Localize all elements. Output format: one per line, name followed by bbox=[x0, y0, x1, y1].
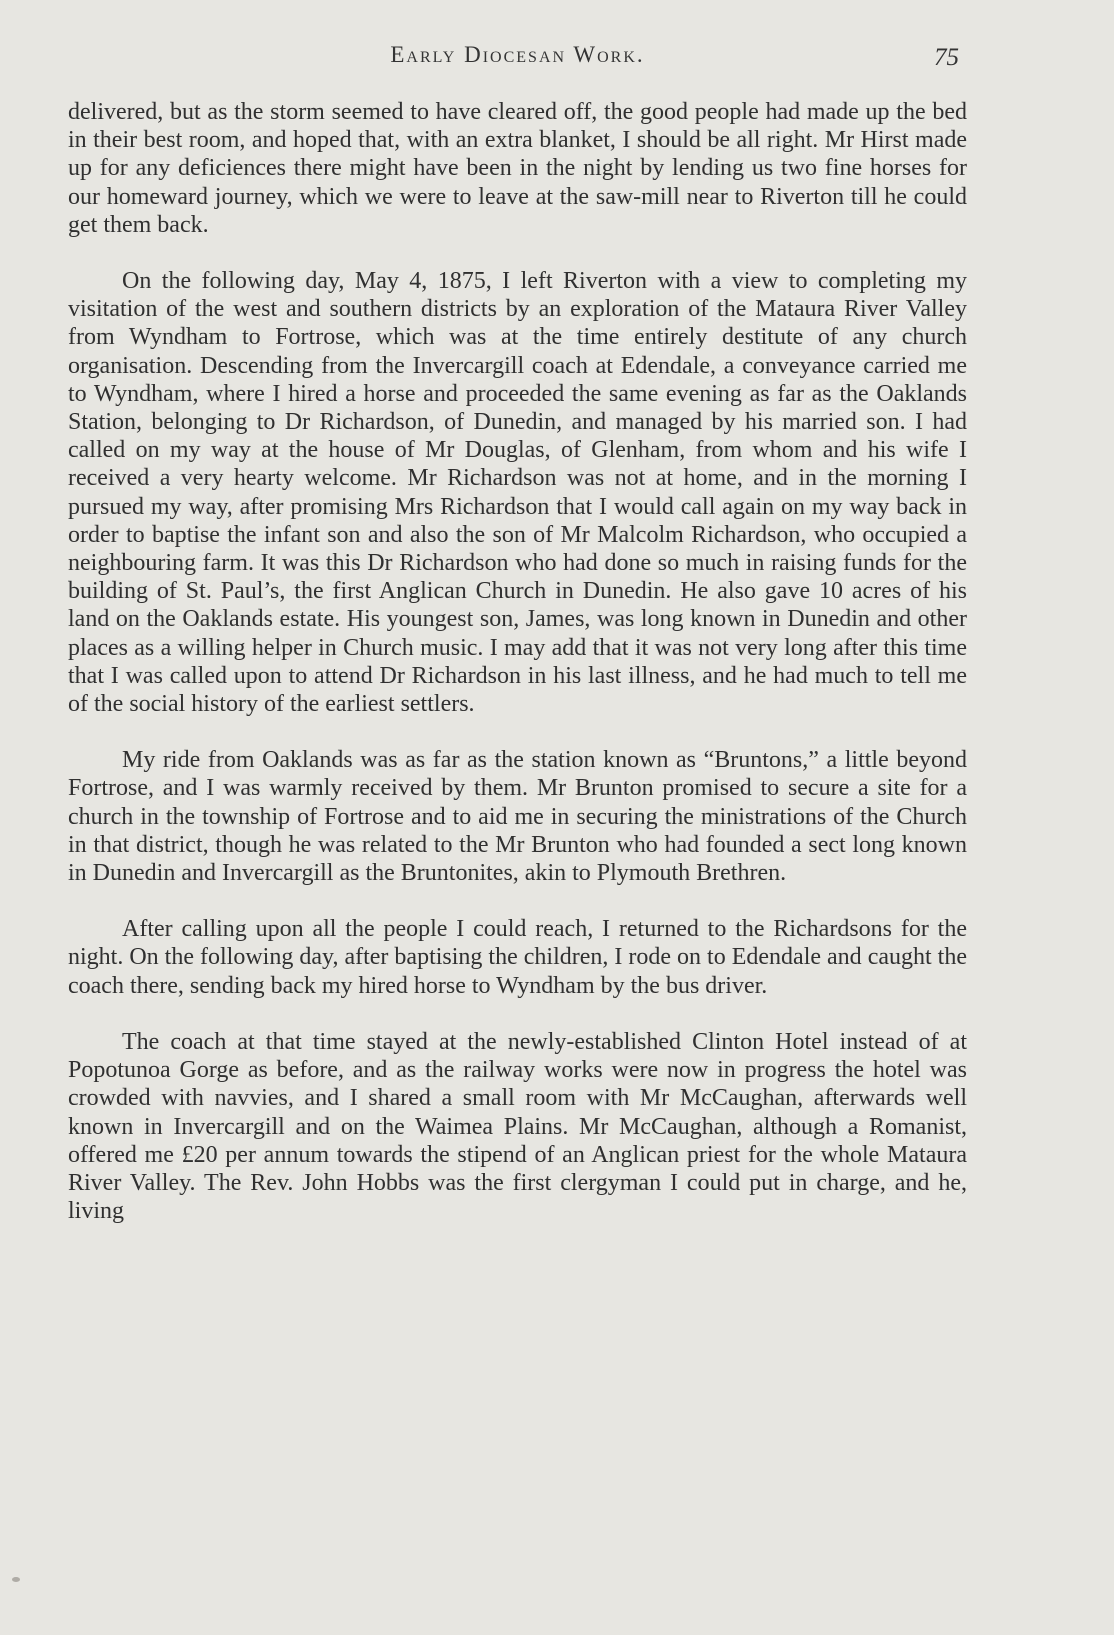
running-title: Early Diocesan Work. bbox=[390, 42, 645, 67]
paragraph-may-4-journey: On the following day, May 4, 1875, I left Riverton with a view to completing my visitation of the west and southern districts by an exploration of the Mataura River Valley from Wyndham to Fortrose, which was at the time entirely destitute of any church organisation. Descending from the Invercargill coach at Edendale, a conveyance carried me to Wyndham, where I hired a horse and proceeded the same evening as far as the Oaklands Station, belonging to Dr Richardson, of Dunedin, and managed by his married son. I had called on my way at the house of Mr Douglas, of Glenham, from whom and his wife I received a very hearty welcome. Mr Richardson was not at home, and in the morning I pursued my way, after promising Mrs Richardson that I would call again on my way back in order to baptise the infant son and also the son of Mr Malcolm Richardson, who occupied a neighbouring farm. It was this Dr Richardson who had done so much in raising funds for the building of St. Paul’s, the first Anglican Church in Dunedin. He also gave 10 acres of his land on the Oaklands estate. His youngest son, James, was long known in Dunedin and other places as a willing helper in Church music. I may add that it was not very long after this time that I was called upon to attend Dr Richardson in his last illness, and he had much to tell me of the social history of the earliest settlers. bbox=[68, 268, 967, 718]
paragraph-bruntons: My ride from Oaklands was as far as the station known as “Bruntons,” a little beyond Fortrose, and I was warmly received by them. Mr Brunton promised to secure a site for a church in the township of Fortrose and to aid me in securing the ministrations of the Church in that district, though he was related to the Mr Brunton who had founded a sect long known in Dunedin and Invercargill as the Bruntonites, akin to Plymouth Brethren. bbox=[68, 747, 967, 887]
paragraph-continuation: delivered, but as the storm seemed to have cleared off, the good people had made up the bed in their best room, and hoped that, with an extra blanket, I should be all right. Mr Hirst made up for any deficiences there might have been in the night by lending us two fine horses for our homeward journey, which we were to leave at the saw-mill near to Riverton till he could get them back. bbox=[68, 99, 967, 238]
body-text bbox=[68, 98, 967, 1253]
paragraph-return-to-richardsons: After calling upon all the people I could reach, I returned to the Richardsons for the night. On the following day, after baptising the children, I rode on to Edendale and caught the coach there, sending back my hired horse to Wyndham by the bus driver. bbox=[68, 916, 967, 999]
running-head bbox=[68, 42, 967, 76]
page-number: 75 bbox=[934, 44, 959, 71]
paragraph-clinton-hotel: The coach at that time stayed at the newly-established Clinton Hotel instead of at Popotunoa Gorge as before, and as the railway works were now in progress the hotel was crowded with navvies, and I shared a small room with Mr McCaughan, afterwards well known in Invercargill and on the Waimea Plains. Mr McCaughan, although a Romanist, offered me £20 per annum towards the stipend of an Anglican priest for the whole Mataura River Valley. The Rev. John Hobbs was the first clergyman I could put in charge, and he, living bbox=[68, 1028, 967, 1225]
margin-mark bbox=[12, 1577, 20, 1582]
